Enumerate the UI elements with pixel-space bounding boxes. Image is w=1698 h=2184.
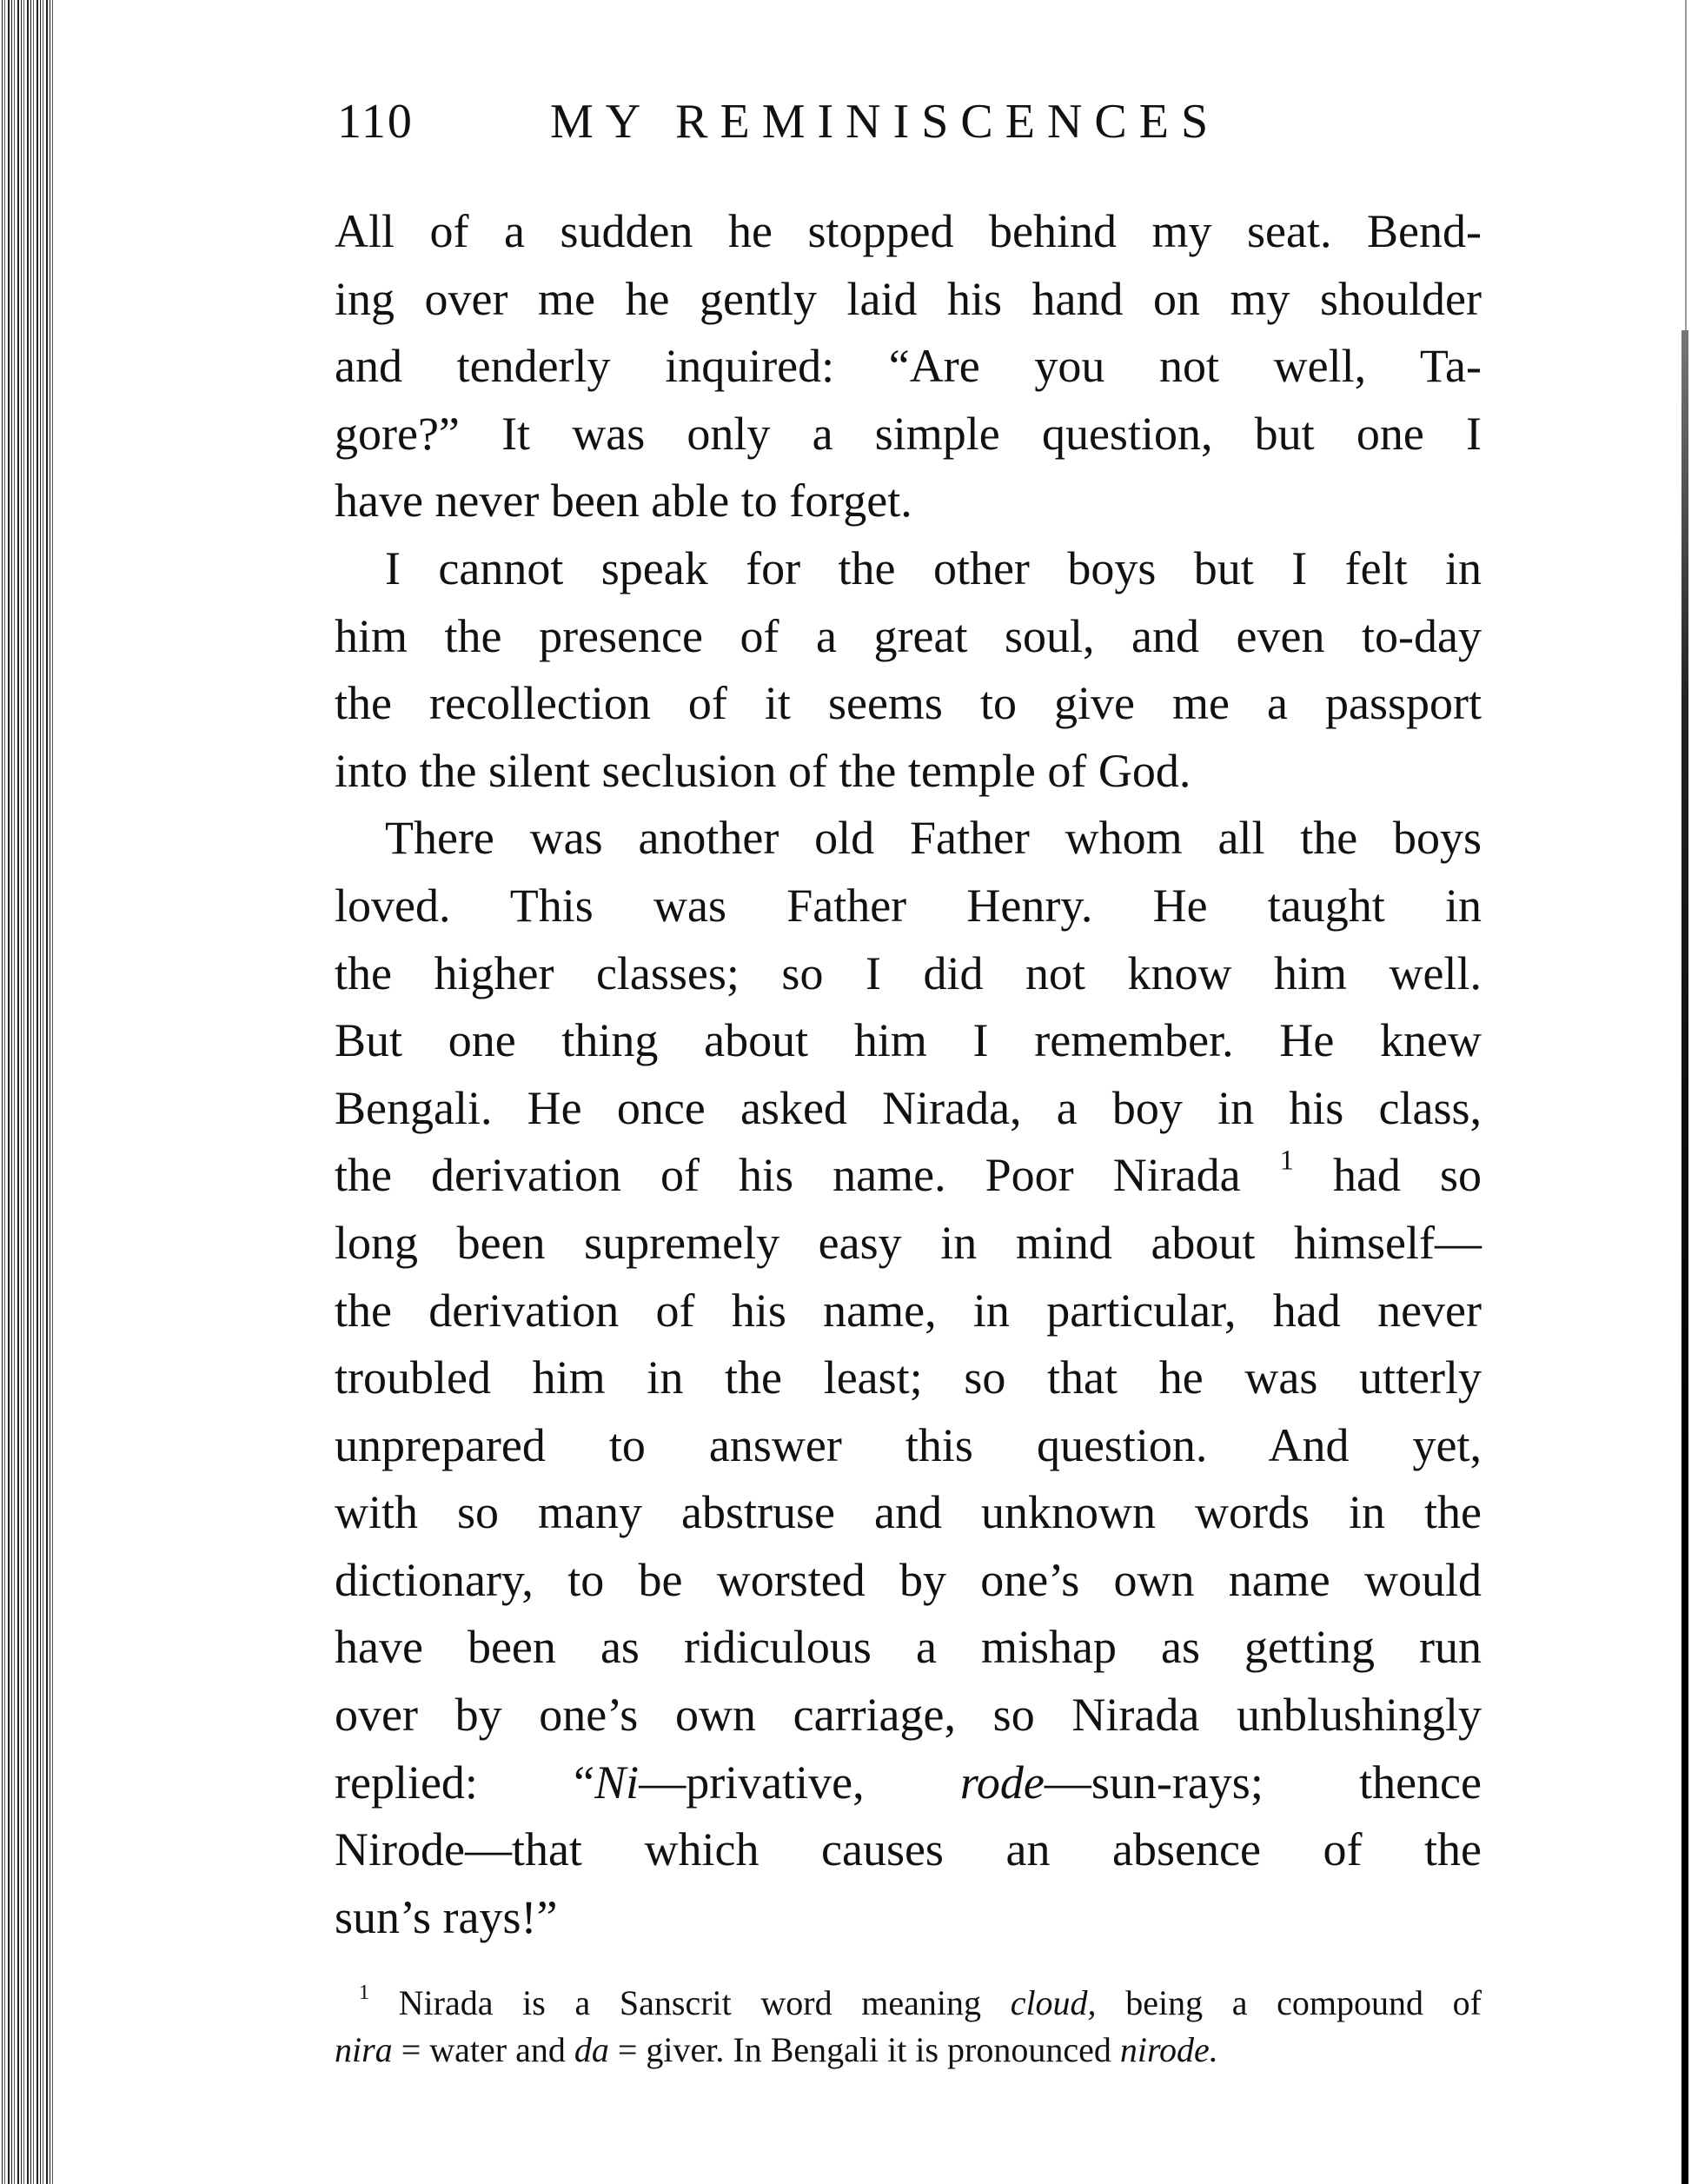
italic-term: Ni — [594, 1756, 640, 1809]
text-line: unprepared to answer this question. And yet, — [335, 1418, 1482, 1471]
footnote — [335, 1980, 1482, 2074]
running-title: MY REMINISCENCES — [550, 95, 1221, 149]
text-line: the derivation of his name, in particular, had never — [335, 1284, 1482, 1337]
footnote-mark: 1 — [359, 1982, 369, 2004]
text-run: —privative, — [639, 1756, 960, 1809]
text-line-with-footnote-ref — [335, 1142, 1482, 1210]
text-line-replied — [335, 1749, 1482, 1817]
text-run: Nirada is a Sanscrit word meaning — [369, 1983, 1011, 2022]
text-run: had so — [1293, 1149, 1482, 1202]
text-line: I cannot speak for the other boys but I felt in — [385, 541, 1482, 594]
text-line: loved. This was Father Henry. He taught in — [335, 879, 1482, 932]
text-run: = water and — [392, 2030, 574, 2069]
text-line: Bengali. He once asked Nirada, a boy in his class, — [335, 1081, 1482, 1134]
text-line: into the silent seclusion of the temple of God. — [335, 744, 1191, 797]
italic-term: nirode. — [1119, 2030, 1218, 2069]
text-run: = giver. In Bengali it is pronounced — [608, 2030, 1120, 2069]
text-line: There was another old Father whom all the boys — [385, 812, 1482, 865]
text-line: Nirode—that which causes an absence of the — [335, 1823, 1482, 1876]
text-line: the higher classes; so I did not know him well. — [335, 946, 1482, 999]
text-line: dictionary, to be worsted by one’s own name would — [335, 1553, 1482, 1606]
italic-term: da — [574, 2030, 609, 2069]
text-run: replied: “ — [335, 1756, 595, 1809]
text-line: long been supremely easy in mind about himself— — [335, 1216, 1482, 1269]
italic-term: nira — [335, 2030, 393, 2069]
page-edge-top — [1685, 0, 1687, 330]
book-spine-edge — [0, 0, 54, 2184]
text-line: sun’s rays!” — [335, 1890, 558, 1943]
text-line: have been as ridiculous a mishap as getting run — [335, 1621, 1482, 1674]
footnote-line — [335, 2027, 1482, 2074]
text-line: him the presence of a great soul, and even to-day — [335, 609, 1482, 662]
text-line: But one thing about him I remember. He knew — [335, 1014, 1482, 1067]
body-text — [335, 198, 1482, 1951]
page-number: 110 — [337, 95, 414, 149]
footnote-line — [335, 1980, 1482, 2027]
text-line: gore?” It was only a simple question, but one I — [335, 407, 1482, 460]
text-line: troubled him in the least; so that he was utterly — [335, 1351, 1482, 1404]
text-line: with so many abstruse and unknown words in the — [335, 1486, 1482, 1539]
text-line: have never been able to forget. — [335, 475, 912, 528]
italic-term: cloud, — [1010, 1983, 1097, 2022]
italic-term: rode — [959, 1756, 1045, 1809]
text-line: and tenderly inquired: “Are you not well, Ta- — [335, 340, 1482, 393]
footnote-reference: 1 — [1279, 1145, 1294, 1178]
text-line: the recollection of it seems to give me a passport — [335, 677, 1482, 730]
text-line: over by one’s own carriage, so Nirada unblushingly — [335, 1689, 1482, 1742]
text-line: ing over me he gently laid his hand on my shoulder — [335, 272, 1482, 325]
text-run: the derivation of his name. Poor Nirada — [335, 1149, 1280, 1202]
text-run: being a compound of — [1096, 1983, 1482, 2022]
text-run: —sun-rays; thence — [1044, 1756, 1482, 1809]
page-edge-shadow — [1681, 330, 1688, 2184]
text-line: All of a sudden he stopped behind my seat. Bend- — [335, 205, 1482, 257]
